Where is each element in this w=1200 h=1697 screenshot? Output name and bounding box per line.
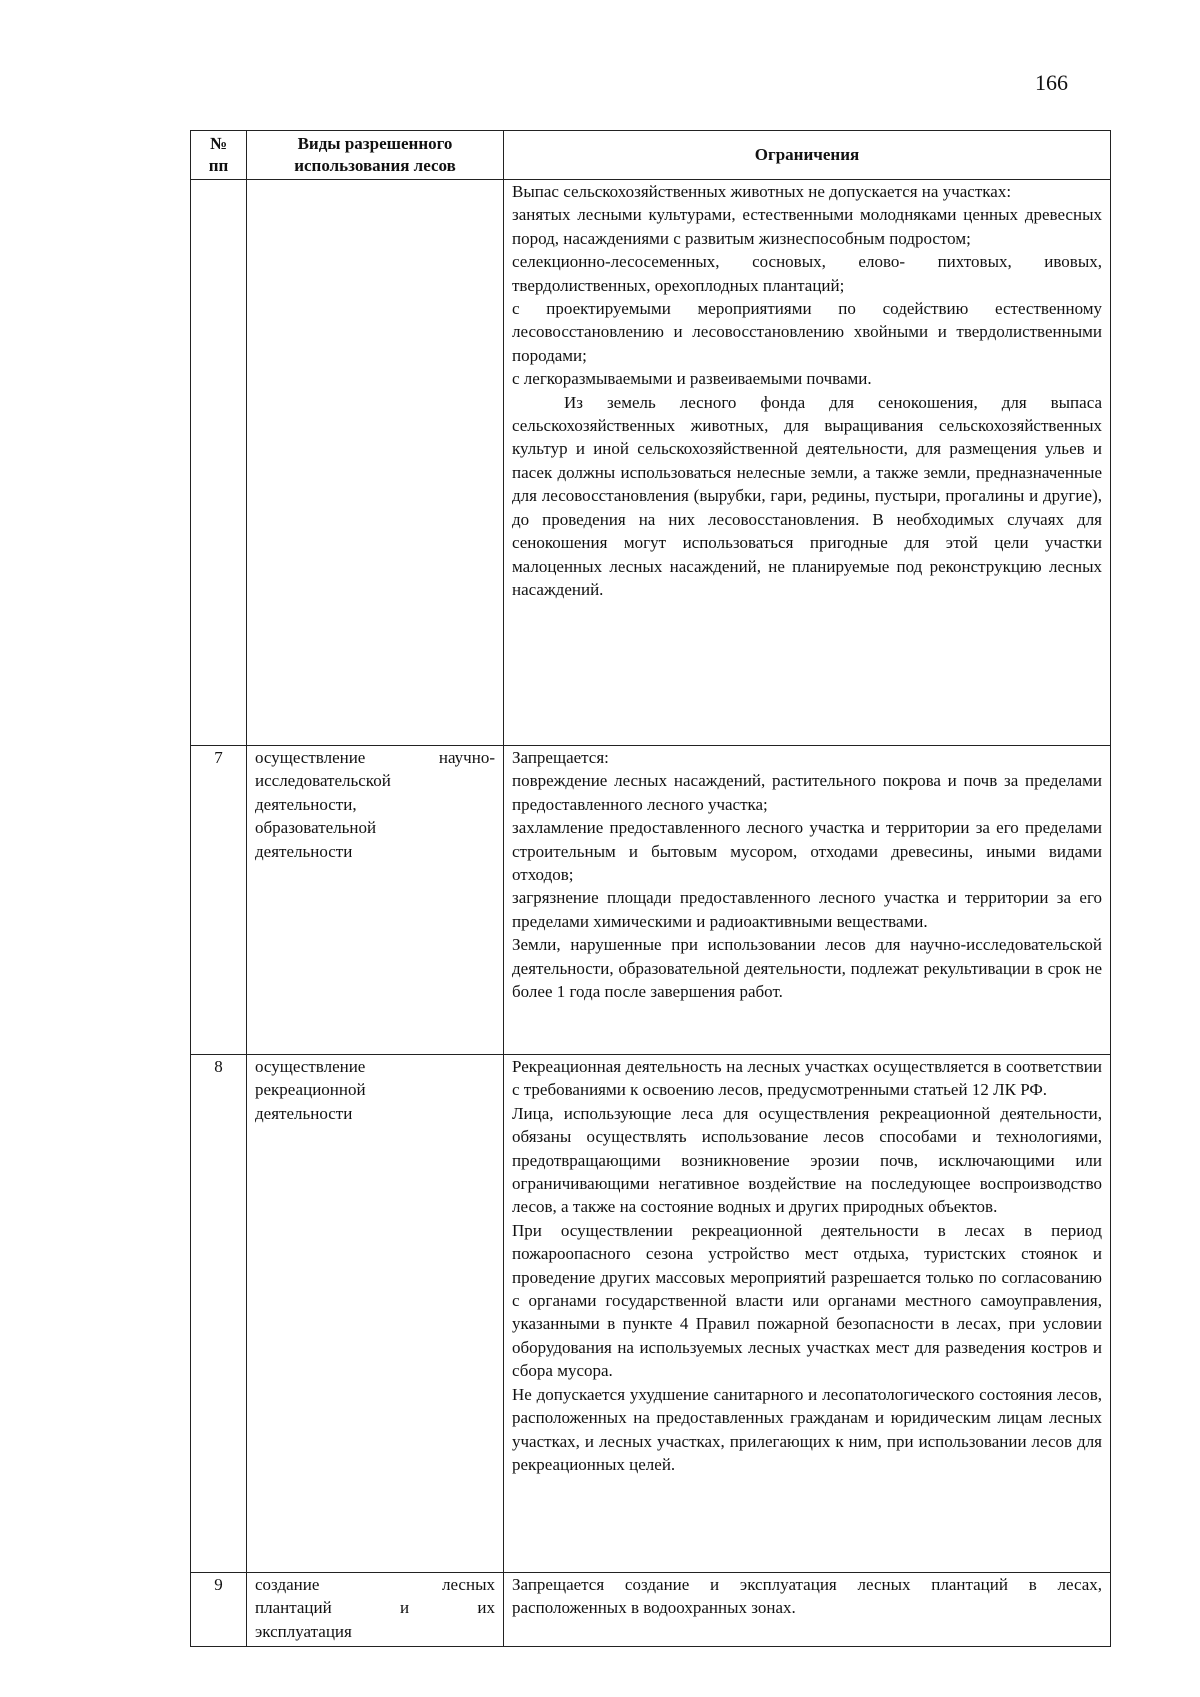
row-restrictions bbox=[504, 746, 1111, 1055]
header-restrictions: Ограничения bbox=[504, 131, 1111, 180]
row-number: 9 bbox=[191, 1573, 247, 1647]
row-kind: создание лесных плантаций и их эксплуатация bbox=[247, 1573, 504, 1647]
paragraph: захламление предоставленного лесного участка и территории за его пределами строительным и бытовым мусором, отходами древесины, иными видами отходов; bbox=[512, 818, 1102, 885]
row-number: 8 bbox=[191, 1055, 247, 1573]
paragraph: Рекреационная деятельность на лесных участках осуществляется в соответствии с требованиями к освоению лесов, предусмотренными статьей 12 ЛК РФ. bbox=[512, 1057, 1102, 1100]
row-restrictions bbox=[504, 1055, 1111, 1573]
row-kind: осуществление рекреационной деятельности bbox=[247, 1055, 504, 1573]
row-kind: осуществление научно- исследовательской деятельности, образовательной деятельности bbox=[247, 746, 504, 1055]
paragraph: Выпас сельскохозяйственных животных не допускается на участках: bbox=[512, 182, 1012, 201]
header-number: № пп bbox=[191, 131, 247, 180]
row-kind bbox=[247, 180, 504, 746]
restrictions-table bbox=[190, 130, 1111, 1647]
table-row bbox=[191, 180, 1111, 746]
header-kind: Виды разрешенного использования лесов bbox=[247, 131, 504, 180]
row-restrictions bbox=[504, 180, 1111, 746]
paragraph: Лица, использующие леса для осуществления рекреационной деятельности, обязаны осуществлять использование лесов способами и технологиями, предотвращающими возникновение эрозии почв, исключающими или ограничивающими негативное воздействие на последующее воспроизводство лесов, а также на состояние водных и других природных объектов. bbox=[512, 1103, 1102, 1217]
row-number: 7 bbox=[191, 746, 247, 1055]
paragraph: селекционно-лесосеменных, сосновых, елово- пихтовых, ивовых, твердолиственных, орехоплодных плантаций; bbox=[512, 252, 1102, 295]
paragraph: Не допускается ухудшение санитарного и лесопатологического состояния лесов, расположенных на предоставленных гражданам и юридическим лицам лесных участках, и лесных участках, прилегающих к ним, при использовании лесов для рекреационных целей. bbox=[512, 1384, 1102, 1474]
paragraph: повреждение лесных насаждений, растительного покрова и почв за пределами предоставленного лесного участка; bbox=[512, 771, 1102, 814]
table-row bbox=[191, 746, 1111, 1055]
row-number bbox=[191, 180, 247, 746]
table-header-row bbox=[191, 131, 1111, 180]
paragraph: Земли, нарушенные при использовании лесов для научно-исследовательской деятельности, образовательной деятельности, подлежат рекультивации в срок не более 1 года после завершения работ. bbox=[512, 935, 1102, 1002]
paragraph: Из земель лесного фонда для сенокошения, для выпаса сельскохозяйственных животных, для выращивания сельскохозяйственных культур и иной сельскохозяйственной деятельности, для размещения ульев и пасек должны использоваться нелесные земли, а также земли, предназначенные для лесовосстановления (вырубки, гари, редины, пустыри, прогалины и другие), до проведения на них лесовосстановления. В необходимых случаях для сенокошения могут использоваться пригодные для этой цели участки малоценных лесных насаждений, не планируемые под реконструкцию лесных насаждений. bbox=[512, 392, 1102, 599]
page-number: 166 bbox=[1035, 70, 1068, 95]
paragraph: При осуществлении рекреационной деятельности в лесах в период пожароопасного сезона устройство мест отдыха, туристских стоянок и проведение других массовых мероприятий разрешается только по согласованию с органами государственной власти или органами местного самоуправления, указанными в пункте 4 Правил пожарной безопасности в лесах, при условии оборудования на используемых лесных участках мест для разведения костров и сбора мусора. bbox=[512, 1220, 1102, 1381]
paragraph: Запрещается: bbox=[512, 748, 609, 767]
row-restrictions bbox=[504, 1573, 1111, 1647]
paragraph: с проектируемыми мероприятиями по содействию естественному лесовосстановлению и лесовосстановлению хвойными и твердолиственными породами; bbox=[512, 299, 1102, 365]
paragraph: загрязнение площади предоставленного лесного участка и территории за его пределами химическими и радиоактивными веществами. bbox=[512, 888, 1102, 931]
paragraph: Запрещается создание и эксплуатация лесных плантаций в лесах, расположенных в водоохранных зонах. bbox=[512, 1575, 1102, 1618]
paragraph: с легкоразмываемыми и развеиваемыми почвами. bbox=[512, 369, 872, 389]
table-row bbox=[191, 1055, 1111, 1573]
paragraph: занятых лесными культурами, естественными молодняками ценных древесных пород, насаждениями с развитым жизнеспособным подростом; bbox=[512, 205, 1102, 248]
table-row bbox=[191, 1573, 1111, 1647]
